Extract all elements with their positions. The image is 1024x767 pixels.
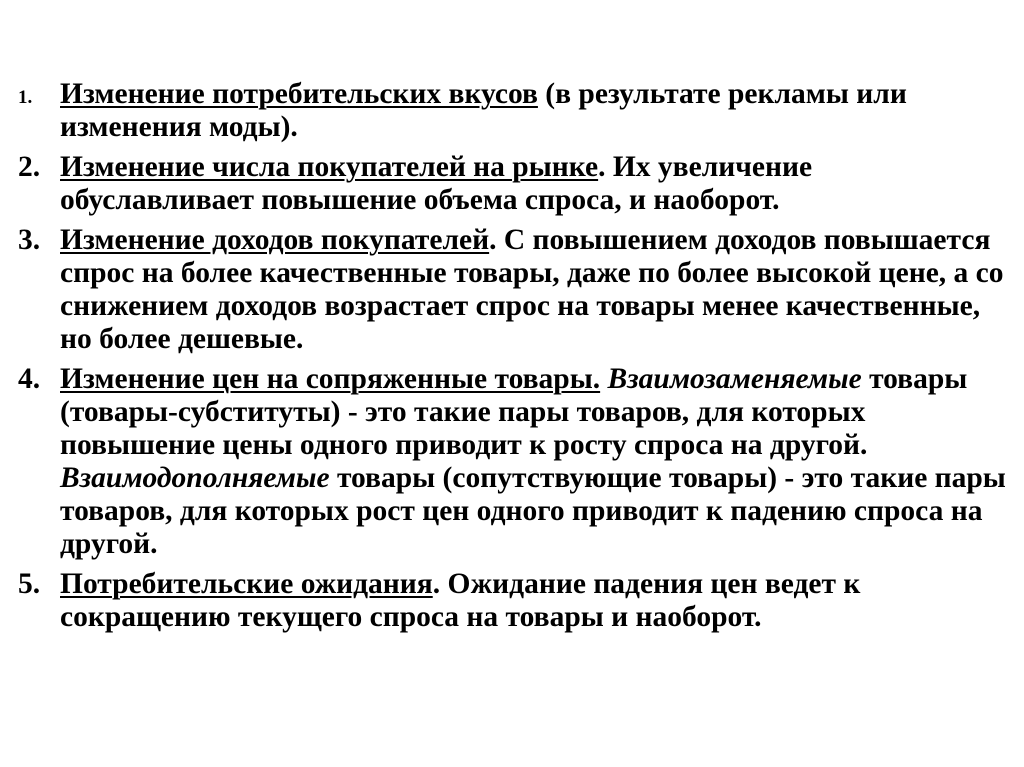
item-heading: Потребительские ожидания <box>60 568 433 600</box>
demand-factors-list <box>18 78 1008 641</box>
list-item <box>18 224 1008 356</box>
item-text: . С повышением доходов повышается спрос на более качественные товары, даже по более высокой цене, а со снижением доходов возрастает спрос на товары менее качественные, но более дешевые. <box>60 224 1004 355</box>
item-heading: Изменение числа покупателей на рынке <box>60 151 599 183</box>
item-text: . Ожидание падения цен ведет к сокращению текущего спроса на товары и наоборот. <box>60 568 861 633</box>
list-item <box>18 568 1008 634</box>
item-text: товары (сопутствующие товары) - это такие пары товаров, для которых рост цен одного приводит к падению спроса на другой. <box>60 462 1006 560</box>
item-number: 5. <box>18 568 41 600</box>
item-heading: Изменение потребительских вкусов <box>60 78 538 110</box>
italic-term: Взаимозаменяемые <box>607 363 862 395</box>
item-text: . Их увеличение обуславливает повышение объема спроса, и наоборот. <box>60 151 813 216</box>
item-number: 2. <box>18 151 41 183</box>
list-item <box>18 363 1008 561</box>
item-number: 1. <box>18 87 33 108</box>
list-item <box>18 78 1008 144</box>
item-text: товары (товары-субституты) - это такие пары товаров, для которых повышение цены одного приводит к росту спроса на другой. <box>60 363 968 461</box>
item-number: 4. <box>18 363 41 395</box>
item-heading: Изменение цен на сопряженные товары. <box>60 363 601 395</box>
item-heading: Изменение доходов покупателей <box>60 224 490 256</box>
italic-term: Взаимодополняемые <box>60 462 330 494</box>
item-number: 3. <box>18 224 41 256</box>
list-item <box>18 151 1008 217</box>
item-text: (в результате рекламы или изменения моды). <box>60 78 907 143</box>
